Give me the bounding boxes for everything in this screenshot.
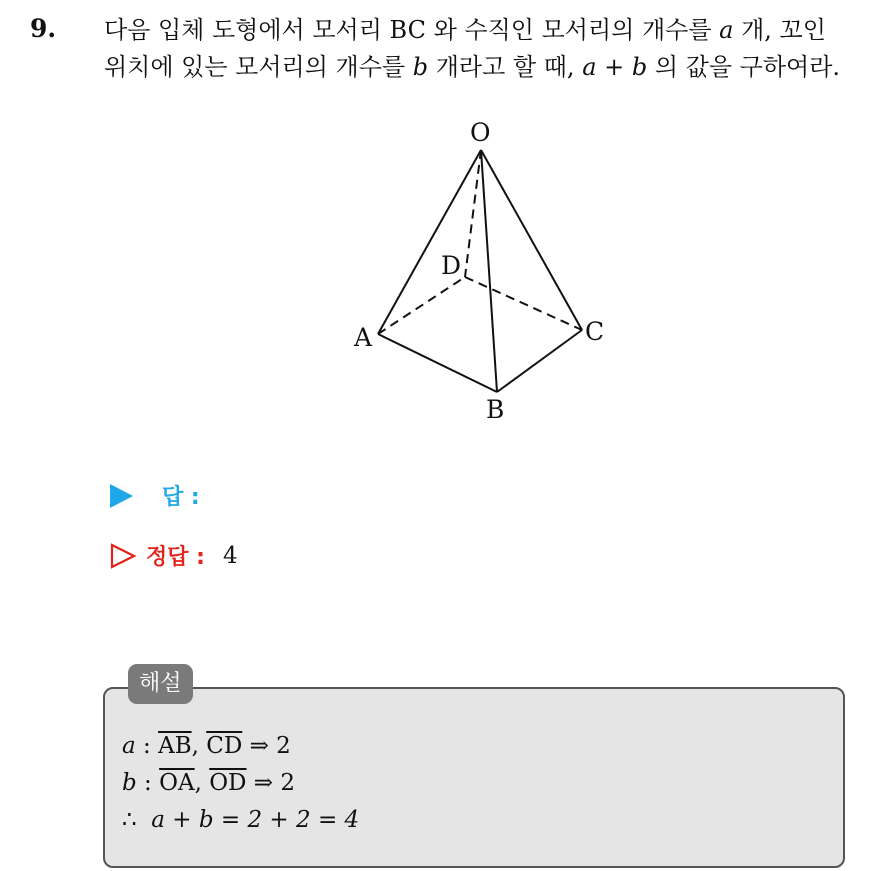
solution-line-a (122, 728, 359, 765)
correct-answer-row (110, 540, 238, 571)
question-text (104, 12, 874, 86)
outline-triangle-icon (110, 543, 136, 569)
filled-triangle-icon (110, 484, 133, 508)
pyramid-diagram (340, 112, 620, 430)
therefore-symbol: ∴ (122, 807, 137, 833)
question-number: 9. (30, 14, 57, 43)
solution-variable: b (122, 770, 137, 796)
solution-separator: : (136, 770, 160, 796)
conclusion-expression: a + b = 2 + 2 = 4 (151, 807, 360, 833)
vertex-label-O: O (470, 118, 491, 147)
segment-CD: $\overline{CD}$ (206, 733, 243, 759)
edge-AB (378, 334, 497, 392)
variable-b: b (412, 53, 429, 81)
question-text-part: 의 값을 구하여라. (647, 53, 841, 81)
vertex-label-B: B (486, 395, 505, 424)
edge-DC (465, 277, 582, 330)
solution-comma: , (191, 733, 207, 759)
pyramid-figure (340, 112, 620, 430)
solution-separator: : (135, 733, 159, 759)
segment-OD: $\overline{OD}$ (209, 770, 247, 796)
edge-OB (481, 150, 497, 392)
edge-OD (465, 150, 481, 277)
correct-answer-label: 정답 : (146, 545, 205, 570)
question-text-part: 개, 꼬인 (733, 16, 826, 44)
solution-lines (122, 728, 359, 839)
edge-OA (378, 150, 481, 334)
correct-answer-value: 4 (222, 542, 238, 569)
answer-label: 답 : (162, 485, 200, 510)
question-text-part: 다음 입체 도형에서 모서리 BC 와 수직인 모서리의 개수를 (104, 16, 720, 44)
question-text-part: 위치에 있는 모서리의 개수를 (104, 53, 413, 81)
segment-OA: $\overline{OA}$ (159, 770, 195, 796)
solution-line-b (122, 765, 359, 802)
solution-conclusion (122, 802, 359, 839)
solution-tag: 해설 (128, 664, 193, 704)
question-text-part: 개라고 할 때, (428, 53, 583, 81)
answer-row (110, 480, 200, 511)
solution-comma: , (194, 770, 210, 796)
solution-result: ⇒ 2 (242, 733, 291, 759)
edge-OC (481, 150, 582, 330)
segment-AB: $\overline{AB}$ (158, 733, 192, 759)
solution-variable: a (122, 733, 136, 759)
edge-BC (497, 330, 582, 392)
solution-result: ⇒ 2 (246, 770, 296, 796)
variable-a: a (719, 16, 734, 44)
vertex-label-D: D (441, 251, 462, 280)
edge-AD (378, 277, 465, 334)
vertex-label-C: C (585, 317, 605, 346)
vertex-label-A: A (354, 323, 373, 352)
expression-a-plus-b: a + b (582, 53, 648, 81)
